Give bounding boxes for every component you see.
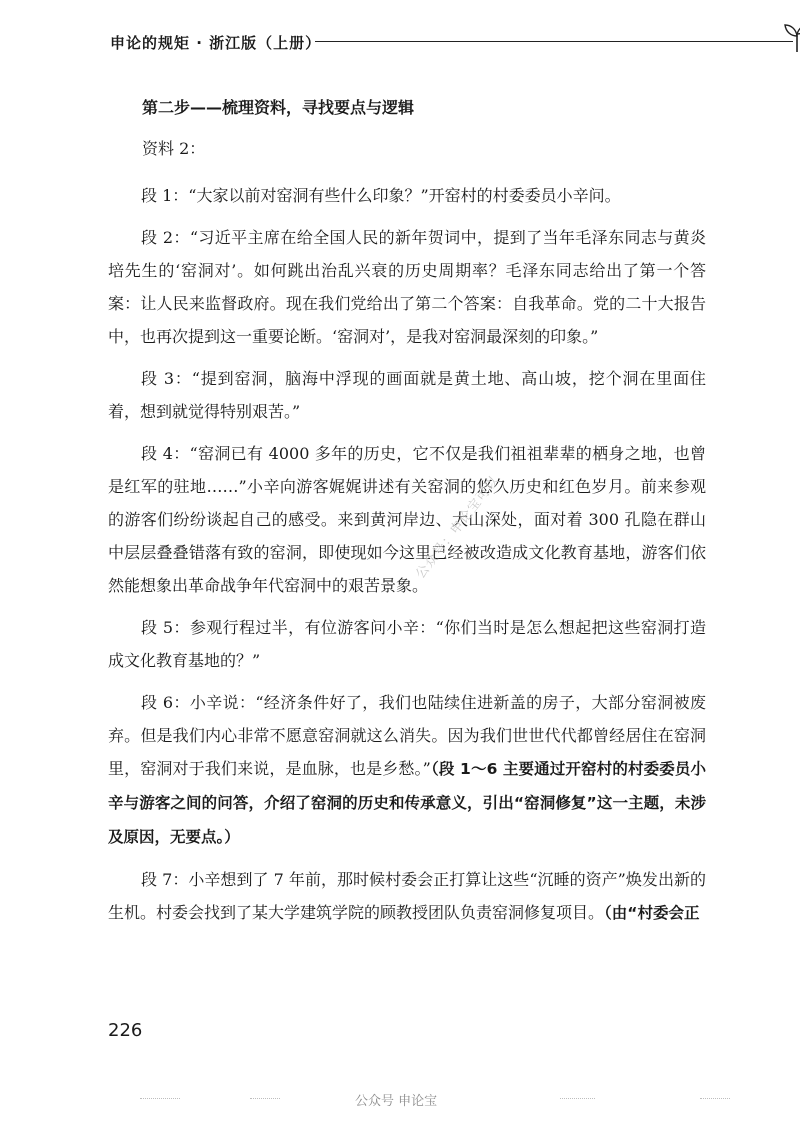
paragraph-4 (108, 437, 706, 602)
paragraph-6 (108, 686, 706, 854)
scan-artifact (250, 1098, 280, 1099)
footer-mark: 公众号 申论宝 (355, 1094, 438, 1109)
paragraph-text: 段 6：小辛说：“经济条件好了，我们也陆续住进新盖的房子，大部分窑洞被废弃。但是我们内心非常不愿意窑洞就这么消失。因为我们世世代代都曾经居住在窑洞里，窑洞对于我们来说，是血脉，也是乡愁。” (108, 693, 706, 778)
paragraph-2 (108, 221, 706, 353)
analysis-note: （段 1～6 主要通过开窑村的村委委员小辛与游客之间的问答，介绍了窑洞的历史和传承意义，引出“窑洞修复”这一主题，未涉及原因，无要点。） (108, 760, 706, 846)
paragraph-text: 段 2：“习近平主席在给全国人民的新年贺词中，提到了当年毛泽东同志与黄炎培先生的‘窑洞对’。如何跳出治乱兴衰的历史周期率？毛泽东同志给出了第一个答案：让人民来监督政府。现在我们党给出了第二个答案：自我革命。党的二十大报告中，也再次提到这一重要论断。‘窑洞对’，是我对窑洞最深刻的印象。” (108, 228, 706, 346)
paragraph-text: 段 3：“提到窑洞，脑海中浮现的画面就是黄土地、高山坡，挖个洞在里面住着，想到就觉得特别艰苦。” (108, 369, 706, 421)
paragraph-text: 段 5：参观行程过半，有位游客问小辛：“你们当时是怎么想起把这些窑洞打造成文化教育基地的？” (108, 618, 706, 670)
section-heading: 第二步——梳理资料，寻找要点与逻辑 (142, 98, 415, 117)
running-header (110, 28, 710, 58)
scan-artifact (560, 1098, 595, 1099)
material-label: 资料 2： (142, 139, 206, 158)
watermark: 公众号：申论宝可以 (413, 473, 503, 582)
book-title: 申论的规矩 · 浙江版（上册） (110, 34, 322, 52)
paragraph-1 (108, 179, 706, 212)
paragraph-text: 段 7：小辛想到了 7 年前，那时候村委会正打算让这些“沉睡的资产”焕发出新的生机。村委会找到了某大学建筑学院的顾教授团队负责窑洞修复项目。 (108, 870, 706, 922)
paragraph-text: 段 1：“大家以前对窑洞有些什么印象？”开窑村的村委委员小辛问。 (141, 186, 621, 205)
scan-artifact (700, 1098, 730, 1099)
paragraph-3 (108, 362, 706, 428)
paragraph-7 (108, 863, 706, 930)
page-content (108, 95, 706, 939)
sprout-icon (784, 22, 800, 52)
paragraph-text: 段 4：“窑洞已有 4000 多年的历史，它不仅是我们祖祖辈辈的栖身之地，也曾是红军的驻地……”小辛向游客娓娓讲述有关窑洞的悠久历史和红色岁月。前来参观的游客们纷纷谈起自己的感受。来到黄河岸边、大山深处，面对着 300 孔隐在群山中层层叠叠错落有致的窑洞，即使现如今这里已经被改造成文化教育基地，游客们依然能想象出革命战争年代窑洞中的艰苦景象。 (108, 444, 706, 595)
paragraph-5 (108, 611, 706, 677)
header-rule (315, 41, 793, 42)
scan-artifact (140, 1098, 180, 1099)
analysis-note: （由“村委会正 (604, 904, 700, 922)
page-number: 226 (108, 1020, 143, 1041)
